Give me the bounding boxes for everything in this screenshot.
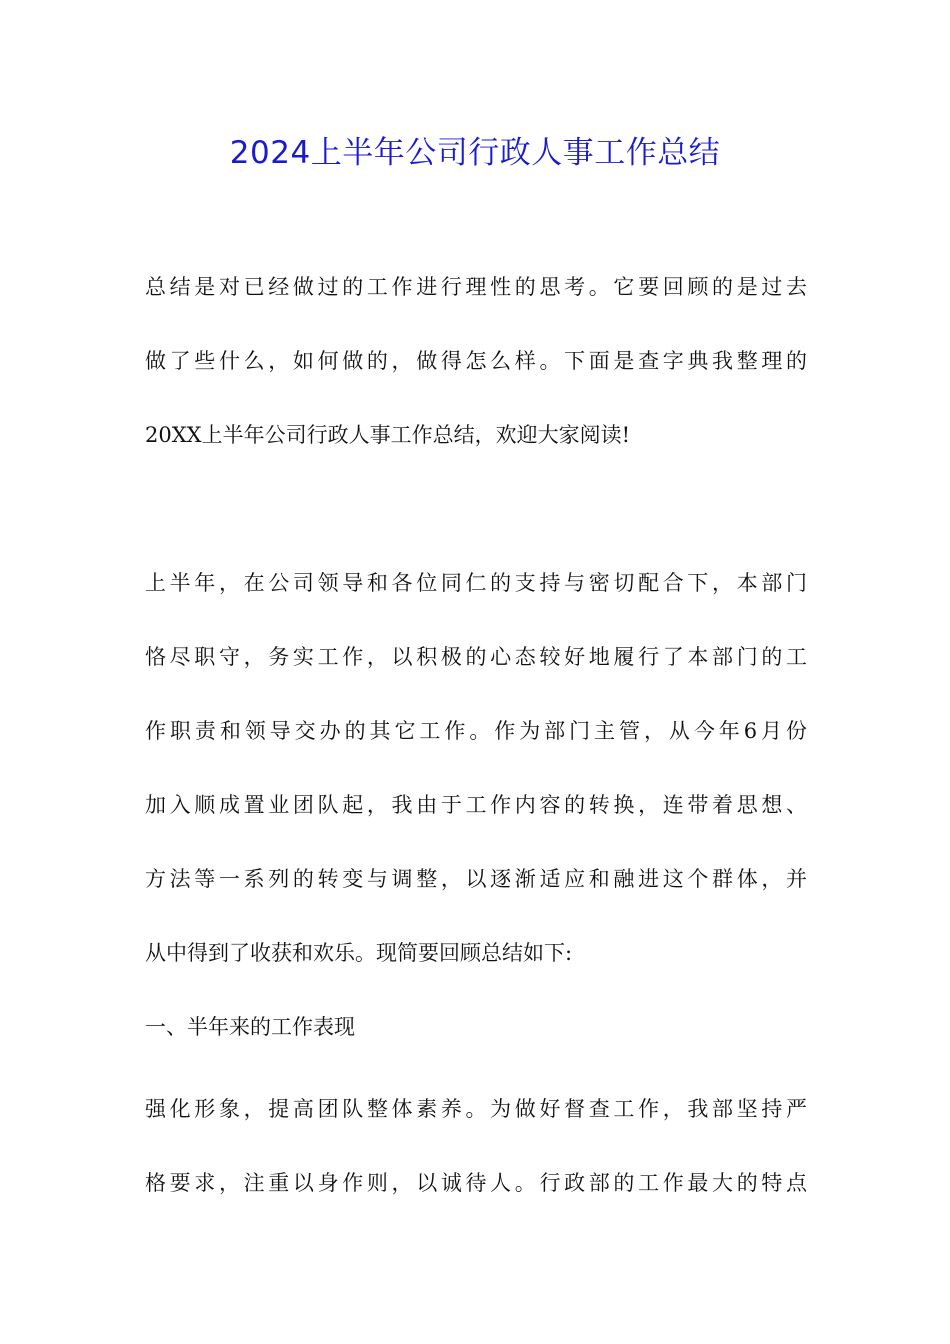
text-line: 加入顺成置业团队起，我由于工作内容的转换，连带着思想、 bbox=[145, 793, 807, 817]
text-line: 强化形象，提高团队整体素养。为做好督查工作，我部坚持严 bbox=[145, 1097, 807, 1121]
text-line: 上半年，在公司领导和各位同仁的支持与密切配合下，本部门 bbox=[145, 571, 807, 595]
text-line: 方法等一系列的转变与调整，以逐渐适应和融进这个群体，并 bbox=[145, 867, 807, 891]
text-line: 20XX上半年公司行政人事工作总结，欢迎大家阅读! bbox=[145, 423, 631, 447]
body-paragraph bbox=[145, 546, 807, 1064]
section-paragraph bbox=[145, 1072, 807, 1220]
text-line: 恪尽职守，务实工作，以积极的心态较好地履行了本部门的工 bbox=[145, 645, 807, 669]
text-line: 总结是对已经做过的工作进行理性的思考。它要回顾的是过去 bbox=[145, 275, 807, 299]
text-line: 作职责和领导交办的其它工作。作为部门主管，从今年6月份 bbox=[145, 719, 807, 743]
text-line: 做了些什么，如何做的，做得怎么样。下面是查字典我整理的 bbox=[145, 349, 807, 373]
section-heading: 一、半年来的工作表现 bbox=[145, 1015, 355, 1039]
text-line: 格要求，注重以身作则，以诚待人。行政部的工作最大的特点 bbox=[145, 1171, 807, 1195]
intro-paragraph bbox=[145, 250, 807, 472]
text-line: 从中得到了收获和欢乐。现简要回顾总结如下: bbox=[145, 941, 573, 965]
document-title: 2024上半年公司行政人事工作总结 bbox=[229, 135, 721, 171]
